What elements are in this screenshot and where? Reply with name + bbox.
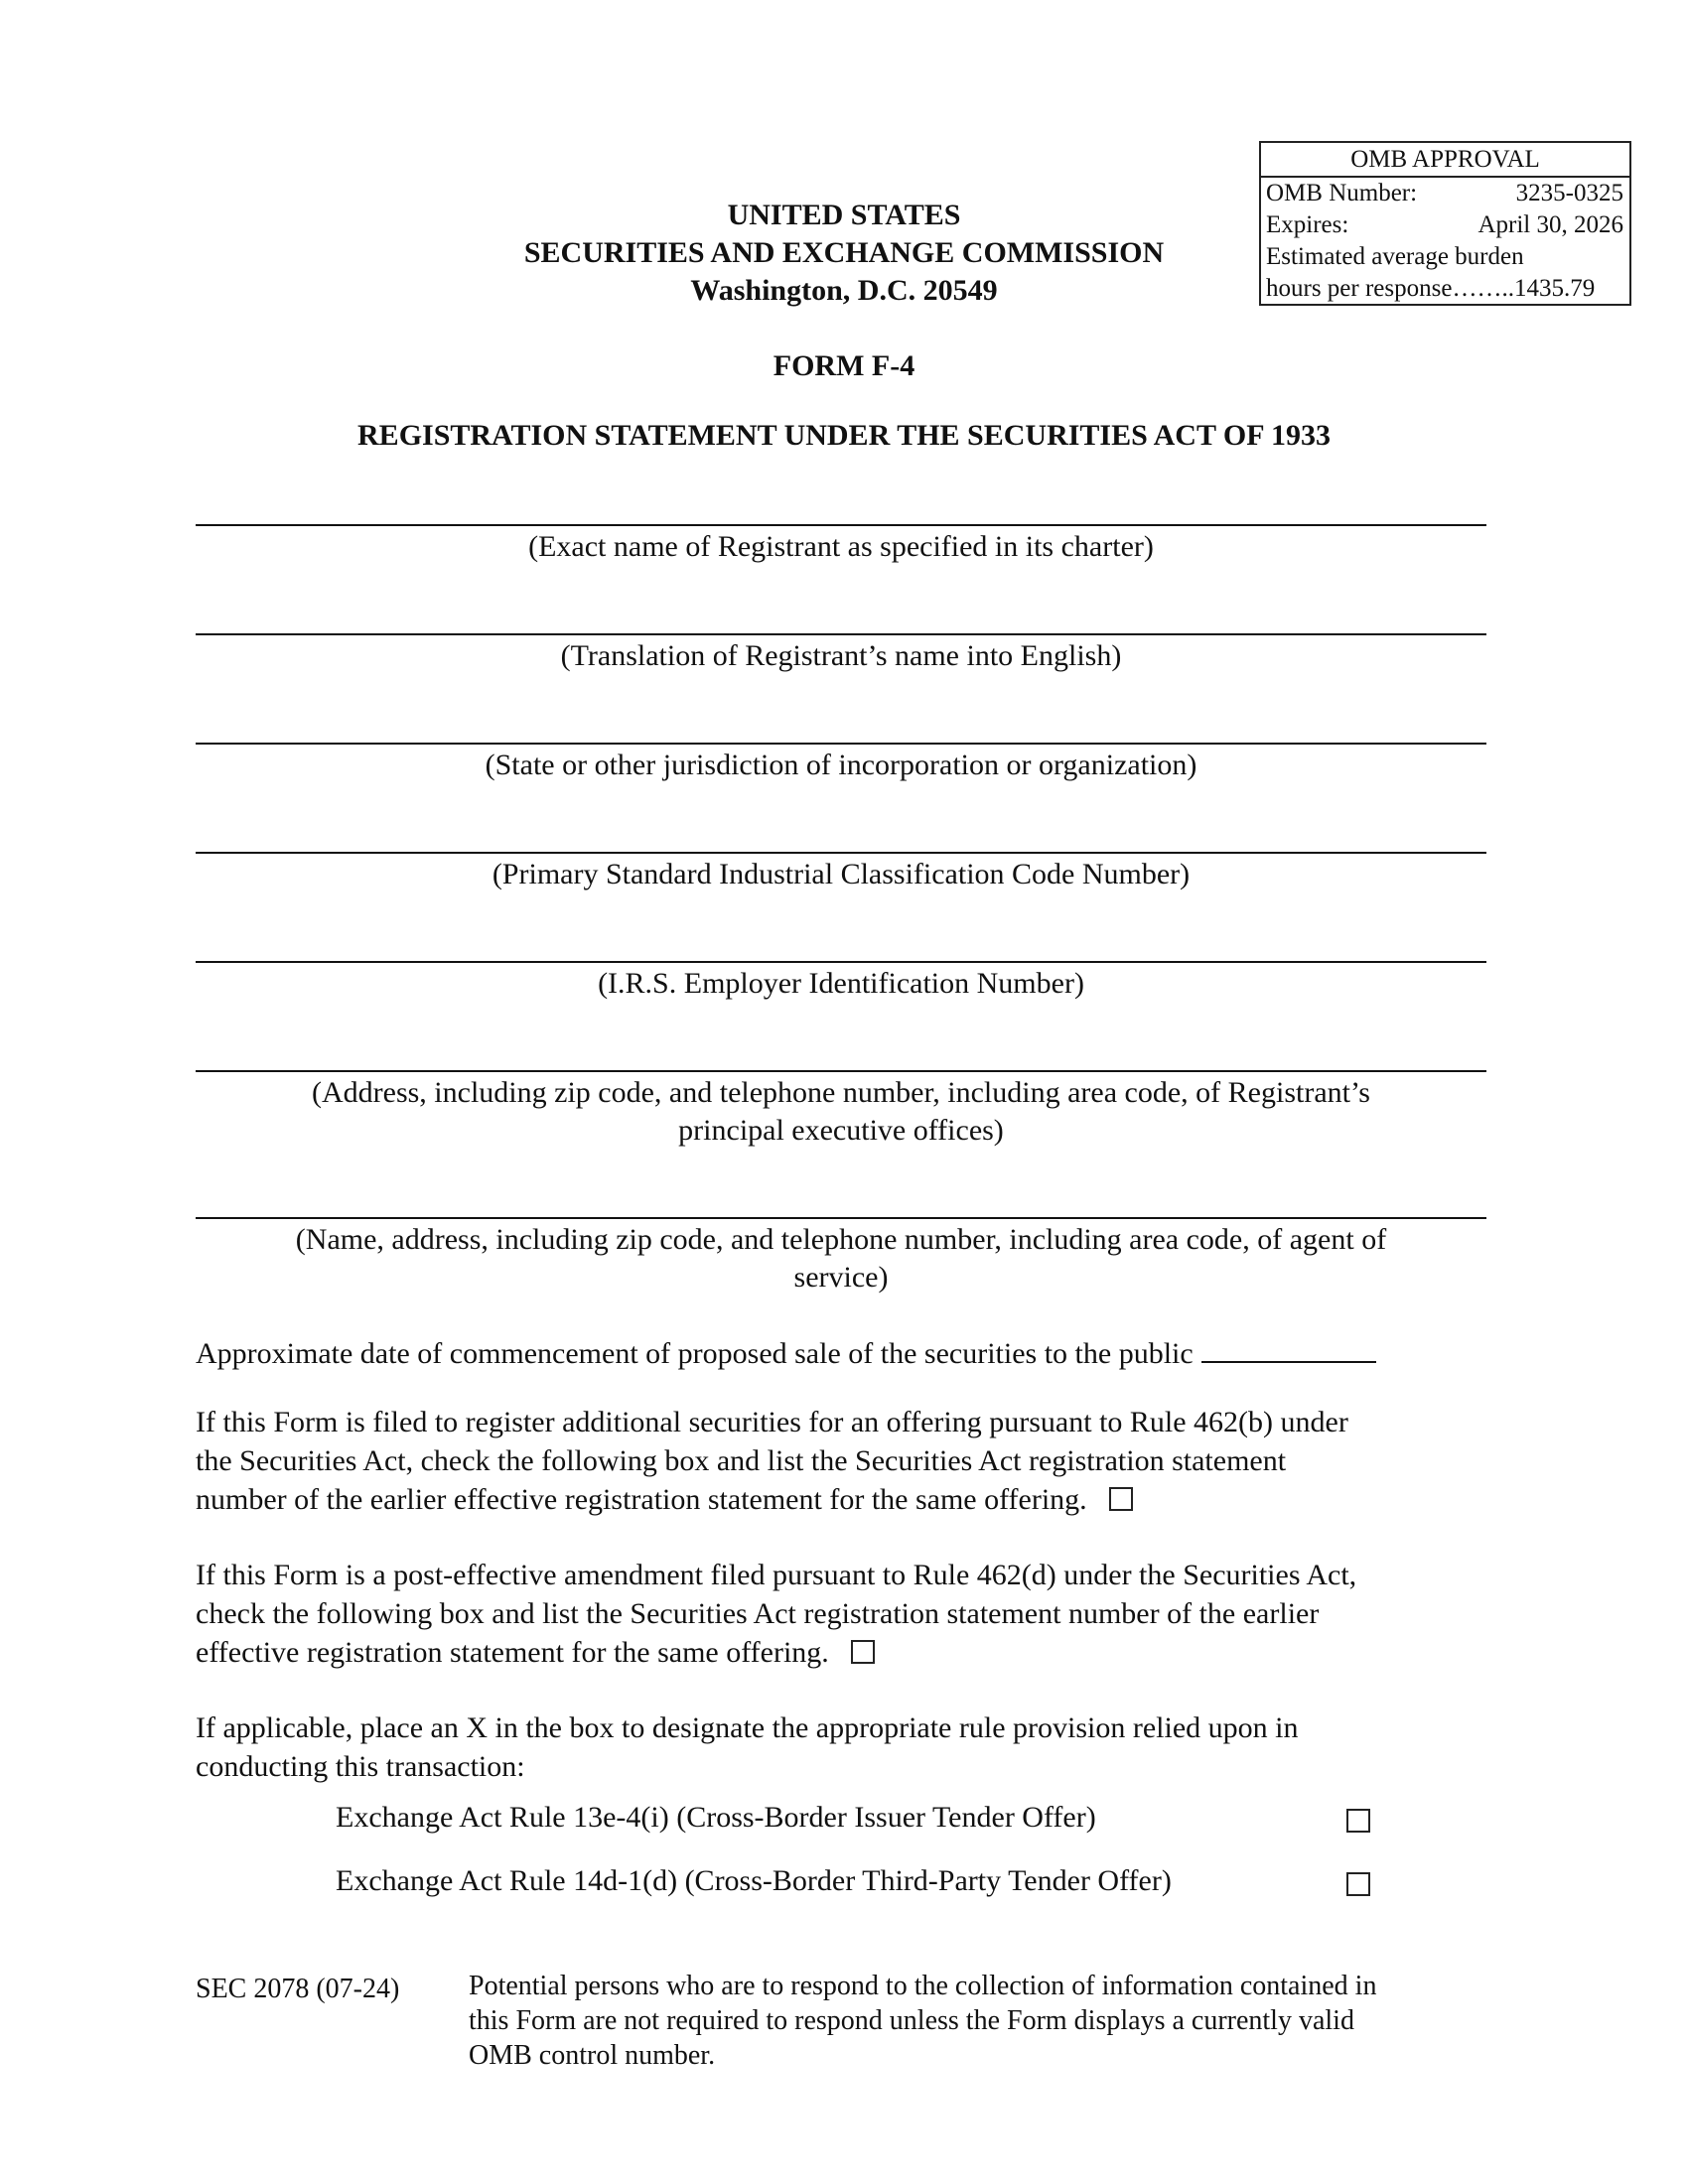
omb-notice bbox=[469, 1969, 1481, 2073]
rule-13e-checkbox[interactable] bbox=[1346, 1809, 1370, 1833]
omb-burden-line1: Estimated average burden bbox=[1266, 243, 1524, 270]
form-title: FORM F-4 bbox=[773, 349, 915, 382]
agent-field[interactable] bbox=[196, 1217, 1486, 1219]
header-line3: Washington, D.C. 20549 bbox=[690, 274, 998, 307]
address-field[interactable] bbox=[196, 1070, 1486, 1072]
address-caption-line2: principal executive offices) bbox=[678, 1114, 1004, 1147]
sale-date-label: Approximate date of commencement of proposed sale of the securities to the public bbox=[196, 1337, 1194, 1370]
omb-number-value: 3235-0325 bbox=[1515, 180, 1623, 206]
agent-caption bbox=[196, 1221, 1486, 1297]
irs-ein-field[interactable] bbox=[196, 961, 1486, 963]
jurisdiction-field[interactable] bbox=[196, 743, 1486, 745]
address-caption-line1: (Address, including zip code, and telephone number, including area code, of Registrant’s bbox=[312, 1076, 1370, 1109]
sic-code-caption: (Primary Standard Industrial Classification Code Number) bbox=[492, 858, 1191, 890]
rule-462d-checkbox[interactable] bbox=[851, 1640, 875, 1664]
rule-462b-line2: the Securities Act, check the following box and list the Securities Act registration statement bbox=[196, 1444, 1287, 1477]
omb-notice-line3: OMB control number. bbox=[469, 2040, 716, 2071]
rule-462d-paragraph bbox=[196, 1556, 1496, 1672]
omb-approval-title: OMB APPROVAL bbox=[1261, 143, 1629, 178]
rule-462d-line3: effective registration statement for the same offering. bbox=[196, 1636, 829, 1669]
rule-13e-label: Exchange Act Rule 13e-4(i) (Cross-Border Issuer Tender Offer) bbox=[336, 1801, 1096, 1834]
omb-burden-line2: hours per response……..1435.79 bbox=[1266, 275, 1596, 302]
rule-462d-line2: check the following box and list the Securities Act registration statement number of the earlier bbox=[196, 1597, 1320, 1630]
applicable-line1: If applicable, place an X in the box to designate the appropriate rule provision relied upon in bbox=[196, 1711, 1299, 1744]
rule-462b-paragraph bbox=[196, 1403, 1496, 1519]
omb-number-label: OMB Number: bbox=[1266, 180, 1418, 206]
applicable-paragraph bbox=[196, 1708, 1496, 1786]
sec-form-code: SEC 2078 (07-24) bbox=[196, 1974, 400, 2004]
agent-caption-line1: (Name, address, including zip code, and telephone number, including area code, of agent of bbox=[295, 1223, 1387, 1256]
rule-14d-checkbox[interactable] bbox=[1346, 1872, 1370, 1896]
omb-number-row bbox=[1261, 178, 1629, 209]
irs-ein-caption: (I.R.S. Employer Identification Number) bbox=[598, 967, 1084, 1000]
sale-date-field[interactable] bbox=[1201, 1333, 1376, 1363]
translation-caption: (Translation of Registrant’s name into English) bbox=[560, 639, 1122, 672]
registrant-name-field[interactable] bbox=[196, 524, 1486, 526]
address-caption bbox=[196, 1074, 1486, 1150]
rule-462b-line3-row bbox=[196, 1480, 1496, 1519]
translation-field[interactable] bbox=[196, 633, 1486, 635]
agency-header bbox=[437, 197, 1251, 310]
rule-462d-line1: If this Form is a post-effective amendment filed pursuant to Rule 462(d) under the Securities Act, bbox=[196, 1559, 1357, 1591]
omb-expires-label: Expires: bbox=[1266, 211, 1349, 238]
omb-notice-line1: Potential persons who are to respond to the collection of information contained in bbox=[469, 1971, 1377, 2001]
rule-14d-label: Exchange Act Rule 14d-1(d) (Cross-Border Third-Party Tender Offer) bbox=[336, 1864, 1172, 1897]
jurisdiction-caption: (State or other jurisdiction of incorporation or organization) bbox=[485, 749, 1197, 781]
omb-approval-box bbox=[1259, 141, 1631, 306]
omb-expires-row bbox=[1261, 209, 1629, 241]
registrant-name-caption: (Exact name of Registrant as specified in its charter) bbox=[528, 530, 1154, 563]
omb-expires-value: April 30, 2026 bbox=[1477, 211, 1623, 238]
sale-date-row bbox=[196, 1333, 1496, 1373]
rule-462b-line1: If this Form is filed to register additional securities for an offering pursuant to Rule 462(b) under bbox=[196, 1406, 1348, 1438]
header-line2: SECURITIES AND EXCHANGE COMMISSION bbox=[523, 236, 1165, 269]
rule-462b-line3: number of the earlier effective registration statement for the same offering. bbox=[196, 1483, 1087, 1516]
header-line1: UNITED STATES bbox=[727, 199, 961, 231]
registration-title: REGISTRATION STATEMENT UNDER THE SECURITIES ACT OF 1933 bbox=[357, 419, 1331, 452]
rule-462b-checkbox[interactable] bbox=[1109, 1487, 1133, 1511]
agent-caption-line2: service) bbox=[793, 1261, 889, 1294]
applicable-line2: conducting this transaction: bbox=[196, 1750, 525, 1783]
rule-462d-line3-row bbox=[196, 1633, 1496, 1672]
sic-code-field[interactable] bbox=[196, 852, 1486, 854]
omb-notice-line2: this Form are not required to respond unless the Form displays a currently valid bbox=[469, 2005, 1354, 2036]
